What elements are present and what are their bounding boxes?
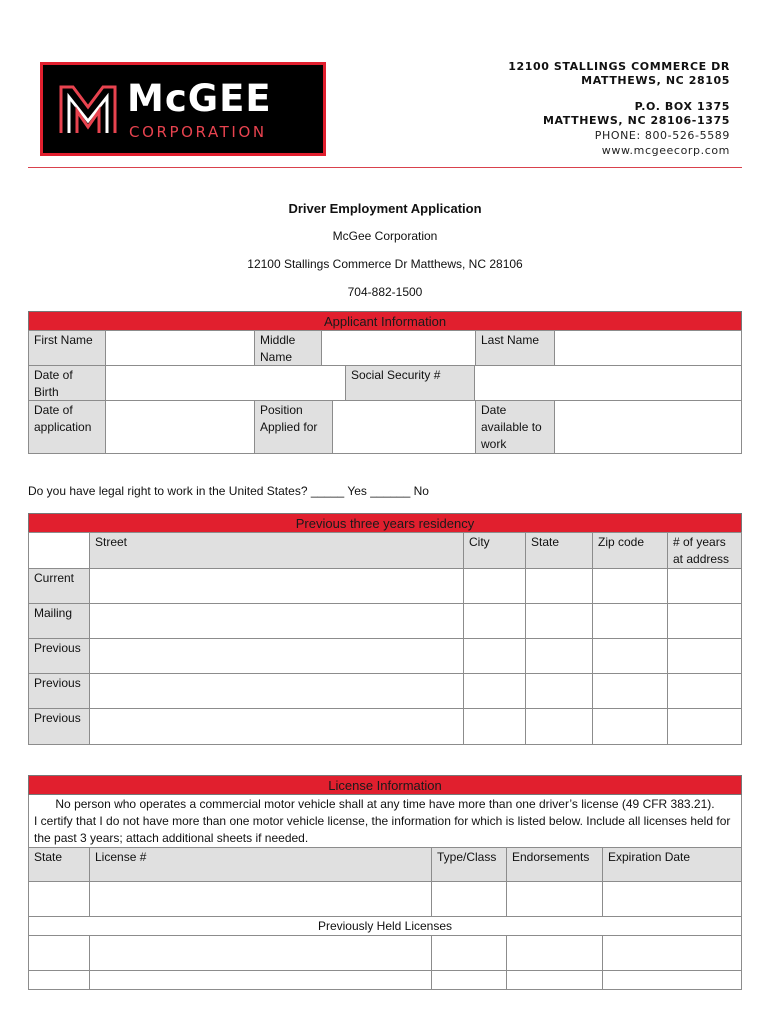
license-type-field[interactable] [431,935,507,971]
residency-years-field[interactable] [667,708,742,745]
logo-name: McGEE [127,77,272,120]
residency-row-label: Current [28,568,90,604]
residency-section-header: Previous three years residency [28,513,742,533]
position-applied-field[interactable] [332,400,476,454]
address-phone: PHONE: 800-526-5589 [594,129,730,142]
residency-col-years: # of years at address [667,532,742,569]
residency-years-field[interactable] [667,673,742,709]
license-notice-certify: I certify that I do not have more than one motor vehicle license, the information for which is listed below. Include all licenses held for the past 3 years; attach additional sheets if needed. [34,814,731,845]
residency-street-field[interactable] [89,708,464,745]
residency-row-label: Previous [28,673,90,709]
residency-state-field[interactable] [525,673,593,709]
last-name-field[interactable] [554,330,742,366]
position-applied-label: Position Applied for [254,400,333,454]
license-state-field[interactable] [28,935,90,971]
middle-name-field[interactable] [321,330,476,366]
mcgee-m-icon [57,81,119,137]
date-available-field[interactable] [554,400,742,454]
page-title: Driver Employment Application [288,201,482,216]
date-of-application-field[interactable] [105,400,255,454]
ssn-label: Social Security # [345,365,475,401]
date-of-application-label: Date of application [28,400,106,454]
dob-label: Date of Birth [28,365,106,401]
date-available-label: Date available to work [475,400,555,454]
residency-city-field[interactable] [463,673,526,709]
residency-state-field[interactable] [525,603,593,639]
license-notice-cfr: No person who operates a commercial motor vehicle shall at any time have more than one driver’s license (49 CFR 383.21). [55,797,715,811]
residency-street-field[interactable] [89,568,464,604]
license-number-field[interactable] [89,970,432,990]
license-notice [28,795,742,848]
previously-held-licenses-label: Previously Held Licenses [28,916,742,936]
residency-street-field[interactable] [89,673,464,709]
license-col-endorsements: Endorsements [506,847,603,882]
applicant-section-header: Applicant Information [28,311,742,331]
address-po-city: MATTHEWS, NC 28106-1375 [542,114,730,127]
license-type-field[interactable] [431,881,507,917]
residency-zip-field[interactable] [592,568,668,604]
residency-years-field[interactable] [667,638,742,674]
license-expiration-field[interactable] [602,935,742,971]
license-expiration-field[interactable] [602,970,742,990]
residency-row-label: Mailing [28,603,90,639]
license-number-field[interactable] [89,881,432,917]
address-po-box: P.O. BOX 1375 [634,100,730,113]
license-col-number: License # [89,847,432,882]
license-expiration-field[interactable] [602,881,742,917]
residency-street-field[interactable] [89,603,464,639]
residency-col-zip: Zip code [592,532,668,569]
license-col-type: Type/Class [431,847,507,882]
residency-corner-cell [28,532,90,569]
residency-city-field[interactable] [463,603,526,639]
residency-zip-field[interactable] [592,673,668,709]
company-logo [40,62,326,156]
residency-col-city: City [463,532,526,569]
residency-state-field[interactable] [525,568,593,604]
legal-right-question: Do you have legal right to work in the United States? _____ Yes ______ No [28,484,429,498]
license-state-field[interactable] [28,881,90,917]
license-section-header: License Information [28,775,742,795]
residency-city-field[interactable] [463,638,526,674]
company-address-block [508,60,730,158]
license-endorsements-field[interactable] [506,935,603,971]
residency-row-label: Previous [28,638,90,674]
residency-street-field[interactable] [89,638,464,674]
license-col-state: State [28,847,90,882]
license-endorsements-field[interactable] [506,970,603,990]
license-type-field[interactable] [431,970,507,990]
license-number-field[interactable] [89,935,432,971]
header-divider [28,167,742,168]
residency-city-field[interactable] [463,708,526,745]
residency-state-field[interactable] [525,638,593,674]
company-name: McGee Corporation [332,229,438,243]
address-city: MATTHEWS, NC 28105 [581,74,730,87]
last-name-label: Last Name [475,330,555,366]
residency-row-label: Previous [28,708,90,745]
license-state-field[interactable] [28,970,90,990]
residency-state-field[interactable] [525,708,593,745]
residency-zip-field[interactable] [592,708,668,745]
first-name-field[interactable] [105,330,255,366]
ssn-field[interactable] [474,365,742,401]
residency-years-field[interactable] [667,568,742,604]
license-endorsements-field[interactable] [506,881,603,917]
logo-subtitle: CORPORATION [129,123,267,141]
residency-col-street: Street [89,532,464,569]
residency-zip-field[interactable] [592,603,668,639]
residency-zip-field[interactable] [592,638,668,674]
license-col-expiration: Expiration Date [602,847,742,882]
residency-years-field[interactable] [667,603,742,639]
residency-city-field[interactable] [463,568,526,604]
residency-col-state: State [525,532,593,569]
middle-name-label: Middle Name [254,330,322,366]
address-website: www.mcgeecorp.com [601,144,730,157]
first-name-label: First Name [28,330,106,366]
company-phone: 704-882-1500 [347,285,423,299]
dob-field[interactable] [105,365,346,401]
company-address-line: 12100 Stallings Commerce Dr Matthews, NC 28106 [247,257,523,271]
address-street: 12100 STALLINGS COMMERCE DR [508,60,730,73]
